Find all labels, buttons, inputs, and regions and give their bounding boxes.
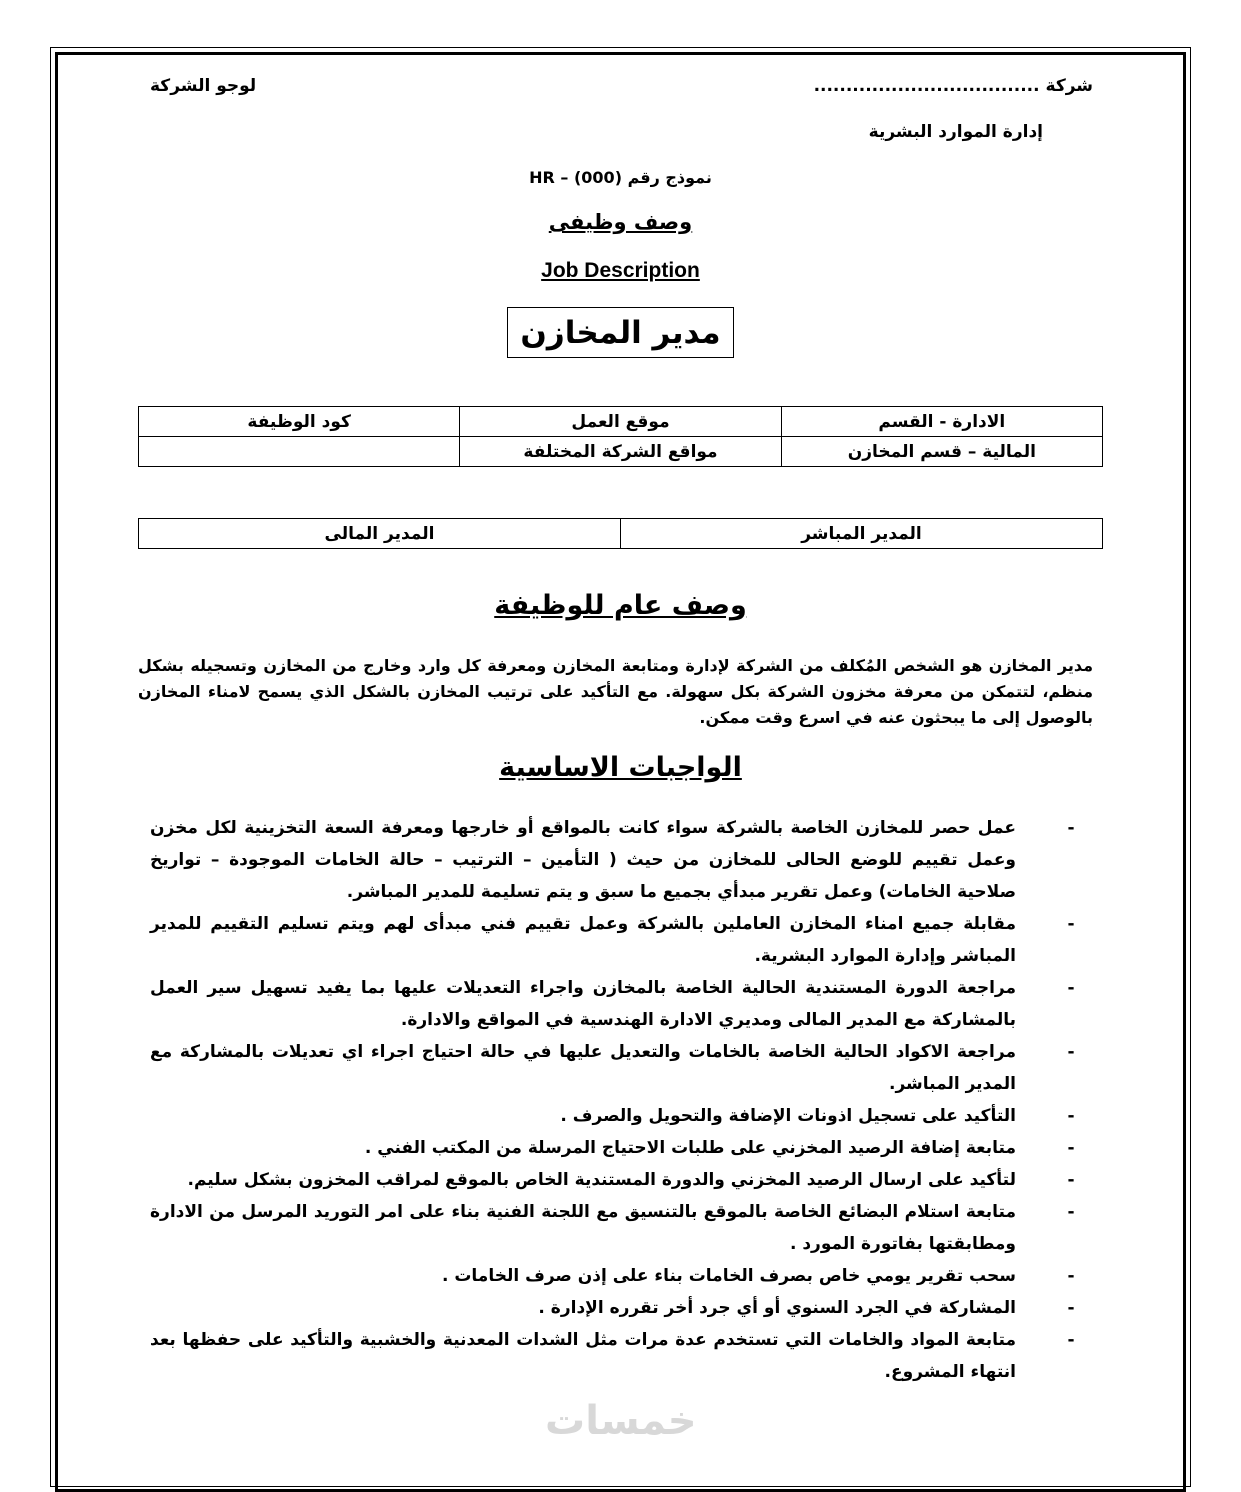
- duty-text: مراجعة الاكواد الحالية الخاصة بالخامات والتعديل عليها في حالة احتياج اجراء اي تعديلات بالمشاركة مع المدير المباشر.: [150, 1042, 1016, 1094]
- list-item: [150, 1132, 1081, 1164]
- duty-text: متابعة المواد والخامات التي تستخدم عدة مرات مثل الشدات المعدنية والخشبية والتأكيد على حفظها بعد انتهاء المشروع.: [150, 1330, 1016, 1382]
- list-item: [150, 1292, 1081, 1324]
- header-department: الادارة - القسم: [781, 407, 1102, 437]
- bullet-dash: -: [1067, 1202, 1075, 1222]
- department-name: إدارة الموارد البشرية: [868, 122, 1043, 142]
- bullet-dash: -: [1067, 1042, 1075, 1062]
- bullet-dash: -: [1067, 1330, 1075, 1350]
- list-item: [150, 972, 1081, 1036]
- duty-text: سحب تقرير يومي خاص بصرف الخامات بناء على إذن صرف الخامات .: [441, 1266, 1016, 1286]
- duty-text: عمل حصر للمخازن الخاصة بالشركة سواء كانت بالمواقع أو خارجها ومعرفة السعة التخزينية لكل مخزن وعمل تقييم للوضع الحالى للمخازن من حيث ( التأمين – الترتيب – حالة الخامات الموجودة – تواريخ صلاحية الخامات) وعمل تقرير مبدأي بجميع ما سبق و يتم تسليمة للمدير المباشر.: [150, 818, 1016, 902]
- duties-list: [150, 812, 1081, 1388]
- value-work-location: مواقع الشركة المختلفة: [460, 437, 781, 467]
- duty-text: التأكيد على تسجيل اذونات الإضافة والتحويل والصرف .: [560, 1106, 1016, 1126]
- duty-text: المشاركة في الجرد السنوي أو أي جرد أخر تقرره الإدارة .: [538, 1298, 1016, 1318]
- title-arabic: وصف وظيفى: [548, 210, 693, 234]
- manager-table: [138, 518, 1103, 549]
- bullet-dash: -: [1067, 1106, 1075, 1126]
- duty-text: مقابلة جميع امناء المخازن العاملين بالشركة وعمل تقييم فني مبدأى لهم ويتم تسليم التقييم للمدير المباشر وإدارة الموارد البشرية.: [150, 914, 1016, 966]
- manager-row: [139, 519, 1103, 549]
- title-english: Job Description: [541, 259, 700, 282]
- duty-text: مراجعة الدورة المستندية الحالية الخاصة بالمخازن واجراء التعديلات عليها بما يفيد تسهيل سير العمل بالمشاركة مع المدير المالى ومديري الادارة الهندسية في المواقع والادارة.: [150, 978, 1016, 1030]
- list-item: [150, 1324, 1081, 1388]
- value-department: المالية – قسم المخازن: [781, 437, 1102, 467]
- bullet-dash: -: [1067, 1138, 1075, 1158]
- list-item: [150, 1100, 1081, 1132]
- list-item: [150, 1196, 1081, 1260]
- company-name-field: شركة ...................................: [813, 76, 1093, 96]
- form-number-text: نموذج رقم (000) – HR: [529, 168, 712, 187]
- job-info-value-row: [139, 437, 1103, 467]
- duty-text: متابعة استلام البضائع الخاصة بالموقع بالتنسيق مع اللجنة الفنية بناء على امر التوريد المرسل من الادارة ومطابقتها بفاتورة المورد .: [150, 1202, 1016, 1254]
- duties-heading: الواجبات الاساسية: [499, 752, 742, 783]
- list-item: [150, 908, 1081, 972]
- form-number: [0, 168, 1241, 187]
- company-logo-placeholder: لوجو الشركة: [150, 76, 257, 96]
- duty-text: لتأكيد على ارسال الرصيد المخزني والدورة المستندية الخاص بالموقع لمراقب المخزون بشكل سليم.: [187, 1170, 1016, 1190]
- bullet-dash: -: [1067, 1266, 1075, 1286]
- duty-text: متابعة إضافة الرصيد المخزني على طلبات الاحتياج المرسلة من المكتب الفني .: [364, 1138, 1016, 1158]
- general-description-heading: وصف عام للوظيفة: [494, 590, 747, 621]
- direct-manager-label: المدير المباشر: [621, 519, 1103, 549]
- list-item: [150, 1164, 1081, 1196]
- bullet-dash: -: [1067, 1298, 1075, 1318]
- direct-manager-value: المدير المالى: [139, 519, 621, 549]
- job-info-table: [138, 406, 1103, 467]
- list-item: [150, 812, 1081, 908]
- job-title-box: مدير المخازن: [507, 307, 734, 358]
- general-description-text: مدير المخازن هو الشخص المُكلف من الشركة لإدارة ومتابعة المخازن ومعرفة كل وارد وخارج من المخازن وتسجيله بشكل منظم، لتتمكن من معرفة مخزون الشركة بكل سهولة. مع التأكيد على ترتيب المخازن بالشكل الذي يسمح لامناء المخازن بالوصول إلى ما يبحثون عنه في اسرع وقت ممكن.: [138, 656, 1093, 727]
- bullet-dash: -: [1067, 914, 1075, 934]
- watermark-logo: خمسات: [545, 1398, 697, 1444]
- header-job-code: كود الوظيفة: [139, 407, 460, 437]
- bullet-dash: -: [1067, 818, 1075, 838]
- bullet-dash: -: [1067, 1170, 1075, 1190]
- list-item: [150, 1036, 1081, 1100]
- job-info-header-row: [139, 407, 1103, 437]
- value-job-code: [139, 437, 460, 467]
- bullet-dash: -: [1067, 978, 1075, 998]
- header-work-location: موقع العمل: [460, 407, 781, 437]
- list-item: [150, 1260, 1081, 1292]
